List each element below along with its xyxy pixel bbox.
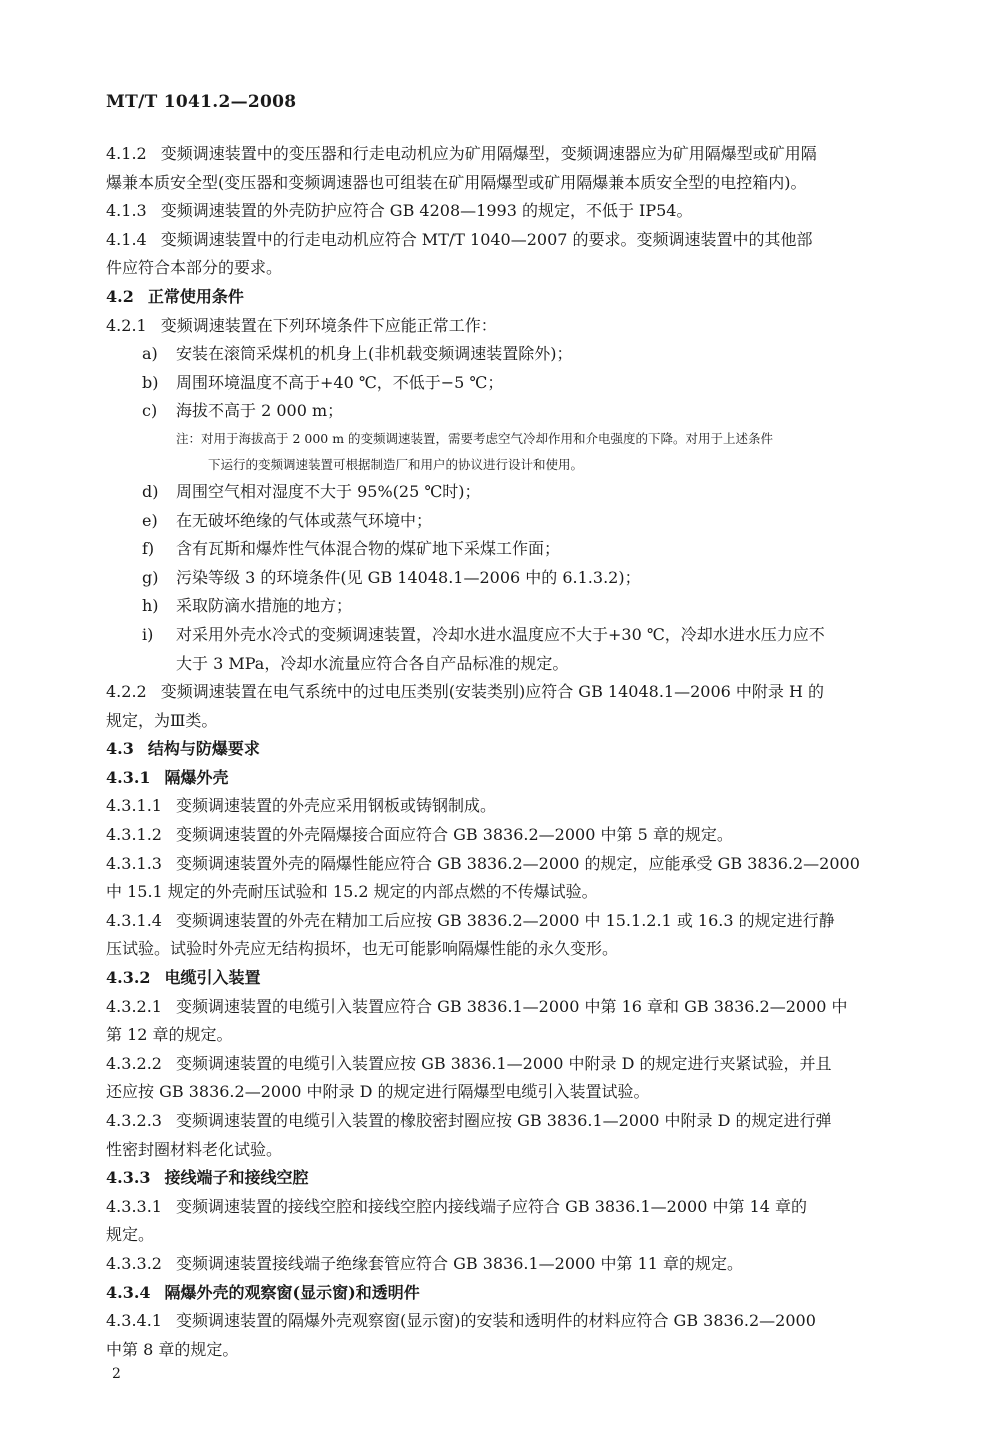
list-item-label: b) (142, 372, 159, 392)
list-item-text: 含有瓦斯和爆炸性气体混合物的煤矿地下采煤工作面； (176, 539, 561, 559)
list-item (106, 397, 916, 426)
clause-text: 变频调速装置的电缆引入装置的橡胶密封圈应按 GB 3836.1—2000 中附录 D 的规定进行弹 (175, 1111, 832, 1130)
clause-number: 4.3.1 (106, 767, 151, 787)
list-item-text: 海拔不高于 2 000 m； (176, 401, 344, 421)
clause-number: 4.1.3 (106, 201, 147, 221)
clause-text: 变频调速装置的电缆引入装置应按 GB 3836.1—2000 中附录 D 的规定进行夹紧试验，并且 (175, 1053, 832, 1073)
list-item (106, 592, 916, 621)
clause-number: 4.3.3 (106, 1168, 151, 1188)
list-item-label: a) (142, 344, 158, 364)
clause-number: 4.3.1.3 (106, 853, 162, 873)
section-heading (106, 283, 916, 312)
clause-continuation: 还应按 GB 3836.2—2000 中附录 D 的规定进行隔爆型电缆引入装置试验。 (106, 1082, 650, 1102)
section-title: 隔爆外壳的观察窗(显示窗)和透明件 (164, 1282, 420, 1302)
clause-number: 4.2.2 (106, 682, 147, 702)
list-item-continuation: 大于 3 MPa，冷却水流量应符合各自产品标准的规定。 (176, 653, 569, 673)
clause-continuation: 压试验。试验时外壳应无结构损坏，也无可能影响隔爆性能的永久变形。 (106, 939, 619, 959)
list-item-text: 在无破坏绝缘的气体或蒸气环境中； (176, 510, 433, 530)
section-title: 隔爆外壳 (164, 767, 229, 787)
list-item-text: 周围空气相对湿度不大于 95%(25 ℃时)； (176, 481, 481, 501)
page-number: 2 (112, 1366, 121, 1382)
list-item (106, 369, 916, 398)
clause-text: 变频调速装置外壳的隔爆性能应符合 GB 3836.2—2000 的规定，应能承受 GB 3836.2—2000 (175, 853, 860, 873)
clause-line (106, 993, 916, 1022)
clause-continuation: 件应符合本部分的要求。 (106, 258, 283, 278)
section-heading (106, 1164, 916, 1193)
list-item-label: g) (142, 567, 159, 587)
clause-line (106, 312, 916, 341)
list-item-text: 采取防滴水措施的地方； (176, 596, 353, 616)
list-item (106, 340, 916, 369)
clause-continuation: 中第 8 章的规定。 (106, 1339, 239, 1359)
clause-number: 4.1.2 (106, 144, 147, 163)
clause-continuation: 规定。 (106, 1225, 155, 1245)
clause-line (106, 1050, 916, 1079)
clause-line (106, 850, 916, 879)
clause-number: 4.3.2.3 (106, 1111, 162, 1130)
section-title: 正常使用条件 (147, 286, 244, 306)
section-heading (106, 764, 916, 793)
clause-line (106, 1107, 916, 1136)
note-continuation-line: 下运行的变频调速装置可根据制造厂和用户的协议进行设计和使用。 (208, 456, 584, 472)
section-heading (106, 1279, 916, 1308)
clause-line (106, 792, 916, 821)
clause-line (106, 821, 916, 850)
clause-continuation: 爆兼本质安全型(变压器和变频调速器也可组装在矿用隔爆型或矿用隔爆兼本质安全型的电控箱内)。 (106, 172, 807, 192)
clause-text: 变频调速装置的外壳应采用钢板或铸钢制成。 (175, 796, 496, 816)
clause-number: 4.2 (106, 286, 134, 306)
clause-line (106, 1193, 916, 1222)
clause-number: 4.3 (106, 739, 134, 759)
section-title: 结构与防爆要求 (147, 739, 260, 759)
standard-code-header: MT/T 1041.2—2008 (106, 92, 297, 112)
clause-number: 4.1.4 (106, 229, 147, 249)
list-item-label: d) (142, 481, 159, 501)
list-item (106, 478, 916, 507)
list-item (106, 507, 916, 536)
clause-number: 4.3.1.4 (106, 910, 162, 930)
list-item-text: 安装在滚筒采煤机的机身上(非机载变频调速装置除外)； (176, 344, 573, 364)
section-title: 电缆引入装置 (164, 968, 261, 988)
clause-text: 变频调速装置接线端子绝缘套管应符合 GB 3836.1—2000 中第 11 章的规定。 (175, 1253, 744, 1273)
clause-continuation: 第 12 章的规定。 (106, 1025, 233, 1045)
clause-line (106, 907, 916, 936)
list-item-text: 污染等级 3 的环境条件(见 GB 14048.1—2006 中的 6.1.3.2)； (176, 567, 641, 587)
clause-text: 变频调速装置在电气系统中的过电压类别(安装类别)应符合 GB 14048.1—2006 中附录 H 的 (160, 682, 825, 702)
clause-text: 变频调速装置中的变压器和行走电动机应为矿用隔爆型，变频调速器应为矿用隔爆型或矿用隔 (160, 144, 817, 163)
clause-number: 4.3.4.1 (106, 1311, 162, 1331)
clause-continuation: 规定，为Ⅲ类。 (106, 710, 218, 730)
section-heading (106, 964, 916, 993)
clause-number: 4.3.2 (106, 968, 151, 988)
clause-text: 变频调速装置的外壳在精加工后应按 GB 3836.2—2000 中 15.1.2.1 或 16.3 的规定进行静 (175, 910, 835, 930)
section-title: 接线端子和接线空腔 (164, 1168, 309, 1188)
clause-line (106, 226, 916, 255)
section-heading (106, 735, 916, 764)
list-item-label: i) (142, 624, 154, 644)
list-item-label: f) (142, 539, 155, 559)
clause-line (106, 140, 916, 169)
clause-continuation: 性密封圈材料老化试验。 (106, 1139, 283, 1159)
clause-line (106, 1307, 916, 1336)
clause-number: 4.3.1.2 (106, 825, 162, 845)
clause-number: 4.2.1 (106, 315, 147, 335)
list-item-label: h) (142, 596, 159, 616)
clause-text: 变频调速装置的电缆引入装置应符合 GB 3836.1—2000 中第 16 章和 GB 3836.2—2000 中 (175, 996, 848, 1016)
clause-text: 变频调速装置的接线空腔和接线空腔内接线端子应符合 GB 3836.1—2000 中第 14 章的 (175, 1196, 808, 1216)
note-line: 注：对用于海拔高于 2 000 m 的变频调速装置，需要考虑空气冷却作用和介电强度的下降。对用于上述条件 (176, 430, 774, 446)
clause-number: 4.3.3.2 (106, 1253, 162, 1273)
clause-number: 4.3.2.2 (106, 1053, 162, 1073)
clause-continuation: 中 15.1 规定的外壳耐压试验和 15.2 规定的内部点燃的不传爆试验。 (106, 882, 598, 902)
clause-text: 变频调速装置在下列环境条件下应能正常工作： (160, 315, 497, 335)
clause-line (106, 1250, 916, 1279)
list-item-text: 对采用外壳水冷式的变频调速装置，冷却水进水温度应不大于+30 ℃，冷却水进水压力应不 (176, 624, 825, 644)
list-item-label: e) (142, 510, 158, 530)
clause-text: 变频调速装置的隔爆外壳观察窗(显示窗)的安装和透明件的材料应符合 GB 3836.2—2000 (175, 1311, 816, 1331)
list-item (106, 621, 916, 650)
clause-text: 变频调速装置的外壳隔爆接合面应符合 GB 3836.2—2000 中第 5 章的规定。 (175, 825, 733, 845)
clause-number: 4.3.2.1 (106, 996, 162, 1016)
clause-number: 4.3.4 (106, 1282, 151, 1302)
clause-number: 4.3.1.1 (106, 796, 162, 816)
list-item (106, 535, 916, 564)
clause-line (106, 197, 916, 226)
clause-number: 4.3.3.1 (106, 1196, 162, 1216)
clause-text: 变频调速装置的外壳防护应符合 GB 4208—1993 的规定，不低于 IP54。 (160, 201, 693, 221)
clause-text: 变频调速装置中的行走电动机应符合 MT/T 1040—2007 的要求。变频调速装置中的其他部 (160, 229, 813, 249)
list-item-label: c) (142, 401, 158, 421)
document-body (106, 140, 916, 1364)
clause-line (106, 678, 916, 707)
list-item-text: 周围环境温度不高于+40 ℃，不低于−5 ℃； (176, 372, 504, 392)
list-item (106, 564, 916, 593)
